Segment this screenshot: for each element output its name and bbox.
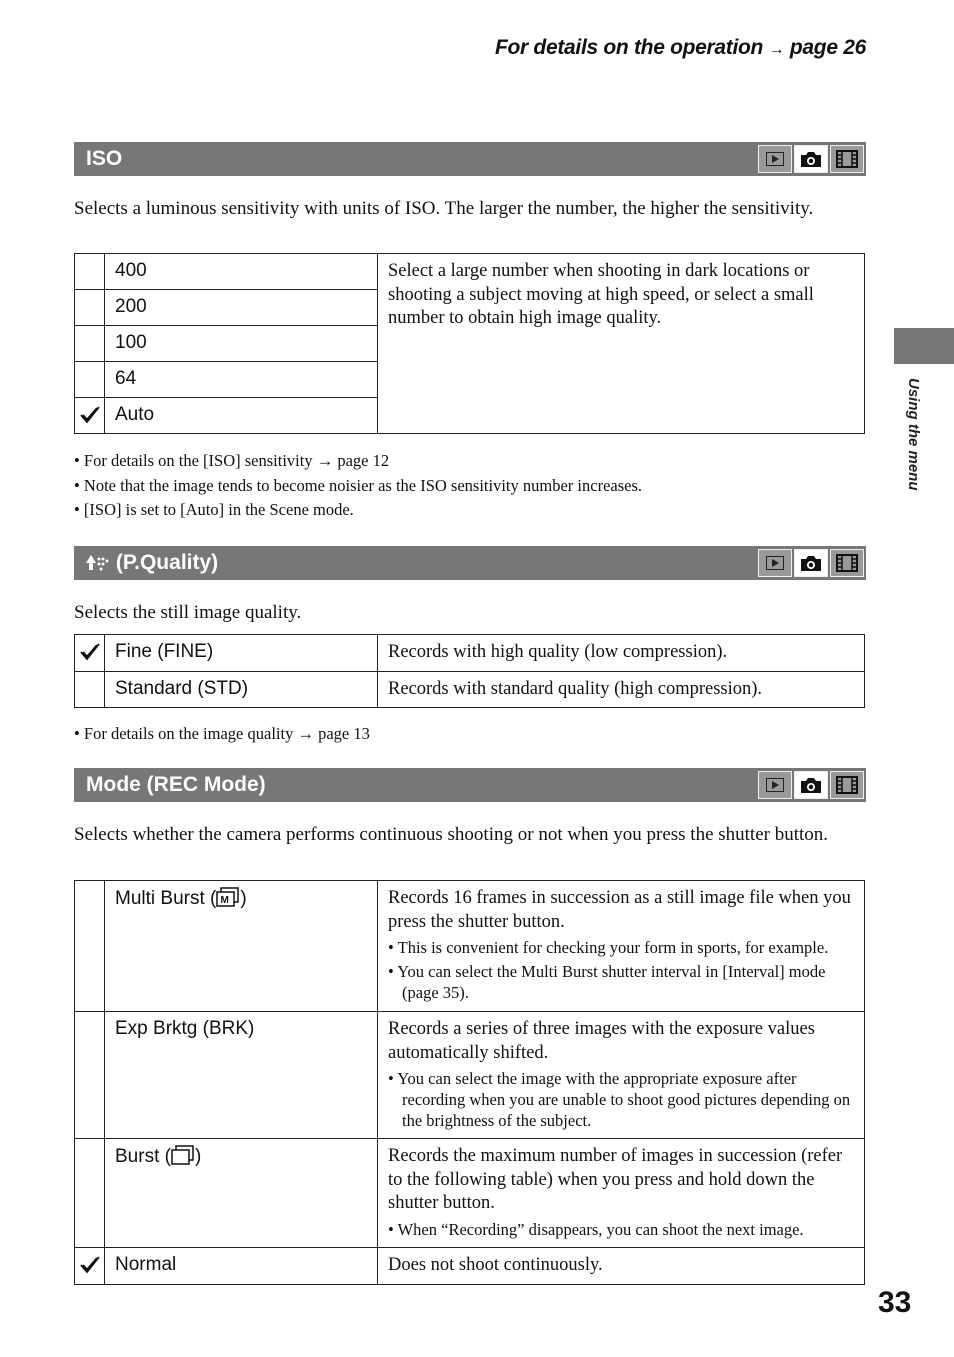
note-item: • For details on the [ISO] sensitivity → page 12 [74, 451, 390, 470]
default-check-icon [79, 1254, 101, 1276]
table-row [75, 881, 865, 1012]
pquality-notes [74, 722, 370, 747]
operation-reference [495, 36, 866, 60]
pquality-option-standard: Standard (STD) [105, 671, 378, 708]
mode-icons [758, 546, 866, 580]
note-item: • For details on the image quality → page 13 [74, 724, 370, 743]
mode-intro: Selects whether the camera performs continuous shooting or not when you press the shutter button. [74, 824, 829, 845]
default-mark-cell [75, 398, 105, 434]
mode-desc-multi-burst: Records 16 frames in succession as a still image file when you press the shutter button. • This is convenient for checking your form in sports, for example. • You can select the Multi Burst shutter interval in [Interval] mode (page 35). [378, 881, 865, 1012]
default-mark-cell [75, 1139, 105, 1248]
iso-option-64: 64 [105, 362, 378, 398]
iso-option-auto: Auto [105, 398, 378, 434]
side-tab-text: Using the menu [905, 378, 922, 491]
mode-icons [758, 142, 866, 176]
default-mark-cell [75, 290, 105, 326]
pquality-desc-standard: Records with standard quality (high compression). [378, 671, 865, 708]
mode-table [74, 880, 865, 1285]
iso-section-bar [74, 142, 866, 176]
iso-option-400: 400 [105, 254, 378, 290]
ref-page: page 26 [789, 36, 866, 59]
default-mark-cell [75, 1248, 105, 1285]
iso-table [74, 253, 865, 434]
mode-option-exp-brktg: Exp Brktg (BRK) [105, 1012, 378, 1139]
iso-option-200: 200 [105, 290, 378, 326]
default-mark-cell [75, 362, 105, 398]
mode-icons [758, 768, 866, 802]
default-mark-cell [75, 635, 105, 672]
page-number: 33 [878, 1286, 912, 1319]
default-mark-cell [75, 254, 105, 290]
pquality-title: (P.Quality) [115, 551, 219, 574]
default-check-icon [79, 641, 101, 663]
pquality-intro: Selects the still image quality. [74, 602, 302, 623]
pquality-title-wrap [84, 551, 218, 575]
table-row [75, 635, 865, 672]
burst-icon [171, 1145, 195, 1165]
mode-desc-normal: Does not shoot continuously. [378, 1248, 865, 1285]
default-mark-cell [75, 326, 105, 362]
table-row [75, 1248, 865, 1285]
ref-arrow: → [768, 41, 785, 58]
sub-note: • When “Recording” disappears, you can shoot the next image. [388, 1219, 804, 1239]
default-mark-cell [75, 881, 105, 1012]
playback-icon [758, 771, 792, 799]
sub-note: • You can select the Multi Burst shutter interval in [Interval] mode (page 35). [388, 962, 826, 1002]
still-camera-icon [794, 771, 828, 799]
multi-burst-icon [216, 887, 240, 907]
pquality-option-fine: Fine (FINE) [105, 635, 378, 672]
sub-note: • You can select the image with the appropriate exposure after recording when you are unable to shoot good pictures depending on the brightness of the subject. [388, 1069, 851, 1130]
still-camera-icon [794, 145, 828, 173]
default-check-icon [79, 404, 101, 426]
iso-intro: Selects a luminous sensitivity with units of ISO. The larger the number, the higher the sensitivity. [74, 198, 814, 219]
mode-desc-burst: Records the maximum number of images in succession (refer to the following table) when you press and hold down the shutter button. • When “Recording” disappears, you can shoot the next image. [378, 1139, 865, 1248]
mode-section-bar [74, 768, 866, 802]
ref-prefix: For details on the operation [494, 36, 764, 59]
mode-desc-exp-brktg: Records a series of three images with the exposure values automatically shifted. • You can select the image with the appropriate exposure after recording when you are unable to shoot good pictures depending on the brightness of the subject. [378, 1012, 865, 1139]
table-row [75, 1139, 865, 1248]
playback-icon [758, 549, 792, 577]
mode-title: Mode (REC Mode) [86, 773, 266, 796]
pquality-table [74, 634, 865, 708]
iso-option-100: 100 [105, 326, 378, 362]
note-item: • Note that the image tends to become noisier as the ISO sensitivity number increases. [74, 475, 643, 495]
movie-icon [830, 771, 864, 799]
default-mark-cell [75, 1012, 105, 1139]
table-row [75, 1012, 865, 1139]
side-tab-label [903, 378, 925, 504]
mode-option-burst: Burst ( ) [105, 1139, 378, 1248]
mode-option-normal: Normal [105, 1248, 378, 1285]
default-mark-cell [75, 671, 105, 708]
movie-icon [830, 145, 864, 173]
iso-title: ISO [86, 147, 123, 170]
movie-icon [830, 549, 864, 577]
playback-icon [758, 145, 792, 173]
image-quality-icon [84, 551, 110, 573]
still-camera-icon [794, 549, 828, 577]
table-row [75, 671, 865, 708]
svg-text:M: M [220, 895, 230, 906]
pquality-desc-fine: Records with high quality (low compression). [378, 635, 865, 672]
iso-notes [74, 449, 642, 523]
iso-description: Select a large number when shooting in dark locations or shooting a subject moving at high speed, or select a small number to obtain high image quality. [378, 254, 865, 434]
section-tab-marker [894, 328, 954, 364]
table-row [75, 254, 865, 290]
note-item: • [ISO] is set to [Auto] in the Scene mode. [74, 500, 354, 519]
sub-note: • This is convenient for checking your form in sports, for example. [388, 938, 829, 957]
pquality-section-bar [74, 546, 866, 580]
mode-option-multi-burst: Multi Burst ( M ) [105, 881, 378, 1012]
